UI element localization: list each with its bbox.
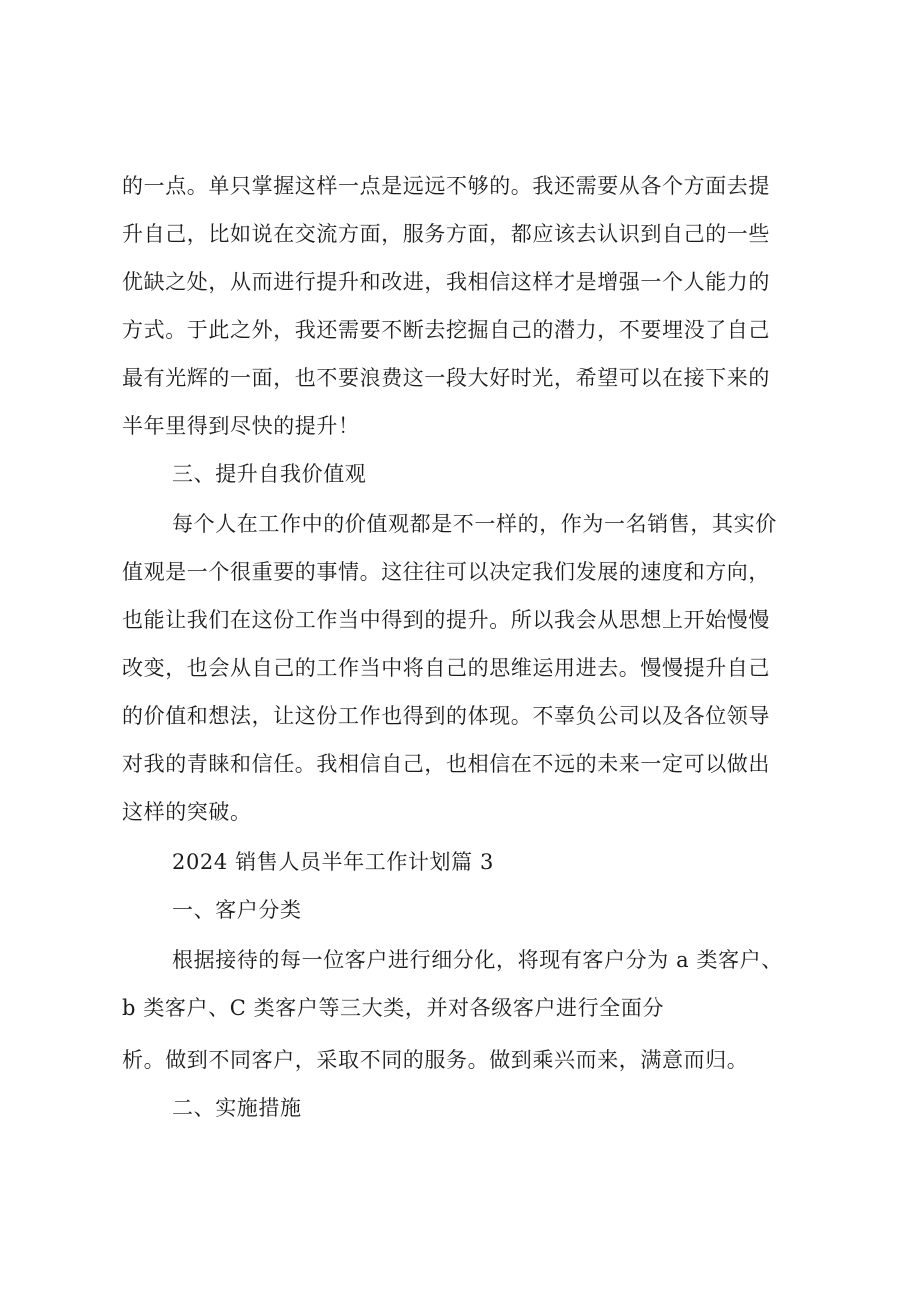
paragraph-line: 根据接待的每一位客户进行细分化，将现有客户分为 a 类客户、 — [172, 948, 783, 972]
paragraph-line: 值观是一个很重要的事情。这往往可以决定我们发展的速度和方向， — [122, 560, 770, 584]
section-heading: 二、实施措施 — [172, 1096, 302, 1120]
paragraph-line: 最有光辉的一面，也不要浪费这一段大好时光，希望可以在接下来的 — [122, 366, 770, 390]
paragraph-line: 升自己，比如说在交流方面，服务方面，都应该去认识到自己的一些 — [122, 222, 770, 246]
article-title: 2024 销售人员半年工作计划篇 3 — [172, 850, 494, 874]
paragraph-line: 这样的突破。 — [122, 800, 252, 824]
paragraph-line: 的价值和想法，让这份工作也得到的体现。不辜负公司以及各位领导 — [122, 704, 770, 728]
paragraph-line: 析。做到不同客户，采取不同的服务。做到乘兴而来，满意而归。 — [122, 1048, 749, 1072]
section-heading: 三、提升自我价值观 — [172, 462, 367, 486]
paragraph-line: 方式。于此之外，我还需要不断去挖掘自己的潜力，不要埋没了自己 — [122, 318, 770, 342]
paragraph-line: 优缺之处，从而进行提升和改进，我相信这样才是增强一个人能力的 — [122, 270, 770, 294]
paragraph-line: 也能让我们在这份工作当中得到的提升。所以我会从思想上开始慢慢 — [122, 608, 770, 632]
paragraph-line: 改变，也会从自己的工作当中将自己的思维运用进去。慢慢提升自己 — [122, 656, 770, 680]
paragraph-line: b 类客户、C 类客户等三大类，并对各级客户进行全面分 — [122, 996, 665, 1020]
paragraph-line: 的一点。单只掌握这样一点是远远不够的。我还需要从各个方面去提 — [122, 174, 770, 198]
paragraph-line: 每个人在工作中的价值观都是不一样的，作为一名销售，其实价 — [172, 512, 777, 536]
paragraph-line: 半年里得到尽快的提升！ — [122, 414, 360, 438]
section-heading: 一、客户分类 — [172, 898, 302, 922]
paragraph-line: 对我的青睐和信任。我相信自己，也相信在不远的未来一定可以做出 — [122, 752, 770, 776]
